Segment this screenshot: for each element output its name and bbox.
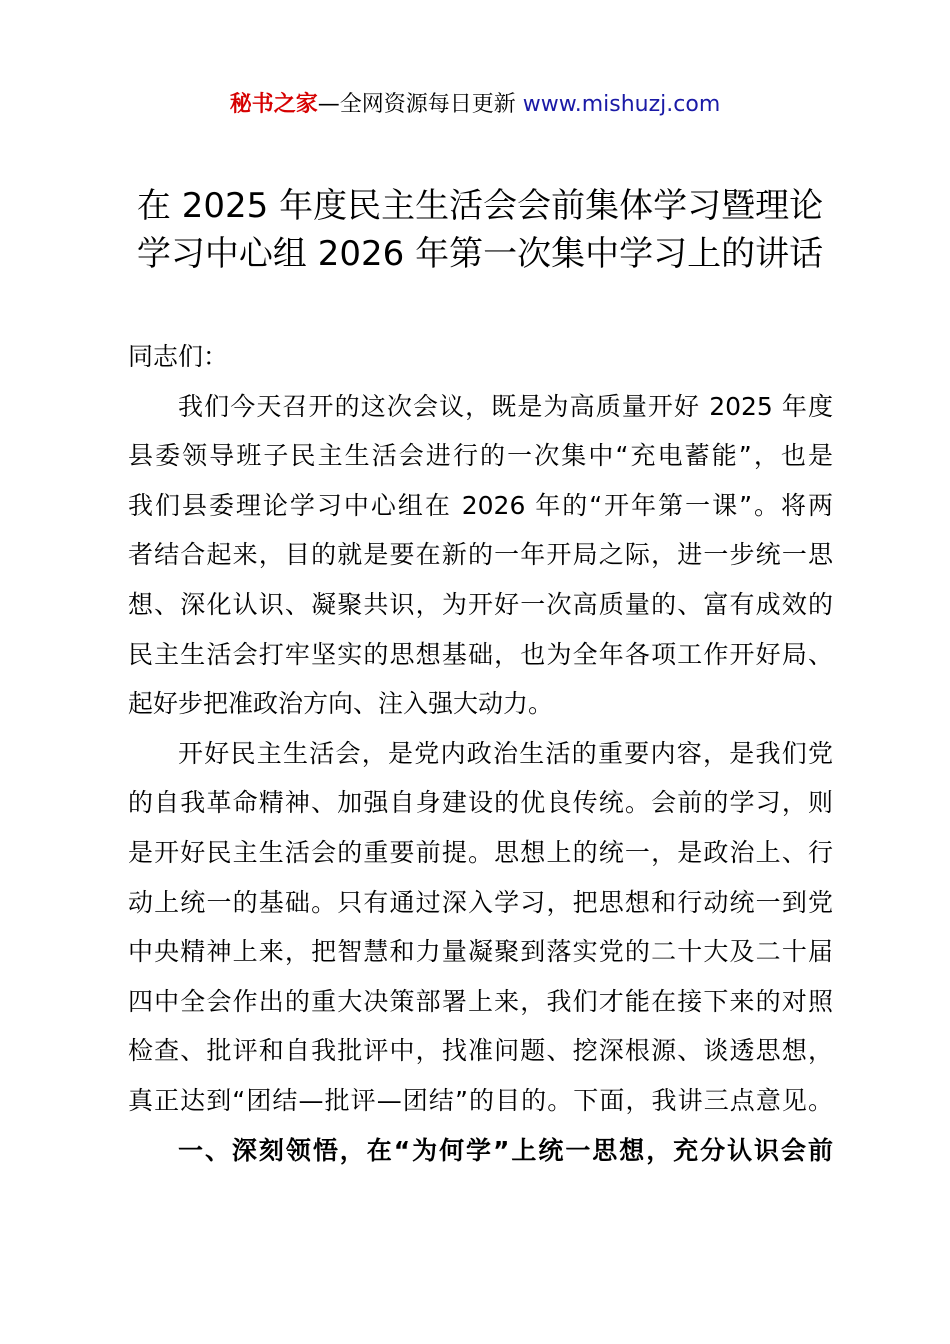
title-line-2: 学习中心组 2026 年第一次集中学习上的讲话	[136, 234, 824, 274]
paragraph-line: 想、深化认识、凝聚共识，为开好一次高质量的、富有成效的	[128, 589, 833, 619]
paragraph-line: 我们县委理论学习中心组在 2026 年的“开年第一课”。将两	[128, 490, 834, 520]
site-header	[0, 88, 950, 122]
title-line-1: 在 2025 年度民主生活会会前集体学习暨理论	[136, 186, 824, 226]
section-heading: 一、深刻领悟，在“为何学”上统一思想，充分认识会前	[178, 1135, 833, 1165]
paragraph-line: 动上统一的基础。只有通过深入学习，把思想和行动统一到党	[128, 887, 833, 917]
paragraph-line: 我们今天召开的这次会议，既是为高质量开好 2025 年度	[178, 391, 833, 421]
paragraph-line: 真正达到“团结—批评—团结”的目的。下面，我讲三点意见。	[128, 1085, 833, 1115]
paragraph-line: 检查、批评和自我批评中，找准问题、挖深根源、谈透思想，	[128, 1036, 833, 1066]
document-title	[128, 182, 832, 278]
paragraph-line: 开好民主生活会，是党内政治生活的重要内容，是我们党	[178, 738, 833, 768]
document-body	[128, 332, 833, 1175]
paragraph-line: 县委领导班子民主生活会进行的一次集中“充电蓄能”，也是	[128, 441, 833, 471]
paragraph-line: 民主生活会打牢坚实的思想基础，也为全年各项工作开好局、	[128, 639, 833, 669]
site-url-link[interactable]: www.mishuzj.com	[522, 92, 721, 117]
site-brand: 秘书之家	[229, 92, 318, 117]
paragraph-line: 者结合起来，目的就是要在新的一年开局之际，进一步统一思	[128, 540, 833, 570]
paragraph-line: 中央精神上来，把智慧和力量凝聚到落实党的二十大及二十届	[128, 937, 833, 967]
salutation: 同志们：	[128, 342, 229, 371]
paragraph-line: 起好步把准政治方向、注入强大动力。	[128, 689, 554, 719]
paragraph-line: 的自我革命精神、加强自身建设的优良传统。会前的学习，则	[128, 788, 833, 818]
site-tagline: —全网资源每日更新	[317, 92, 523, 117]
paragraph-line: 是开好民主生活会的重要前提。思想上的统一，是政治上、行	[128, 837, 833, 867]
paragraph-line: 四中全会作出的重大决策部署上来，我们才能在接下来的对照	[128, 986, 833, 1016]
